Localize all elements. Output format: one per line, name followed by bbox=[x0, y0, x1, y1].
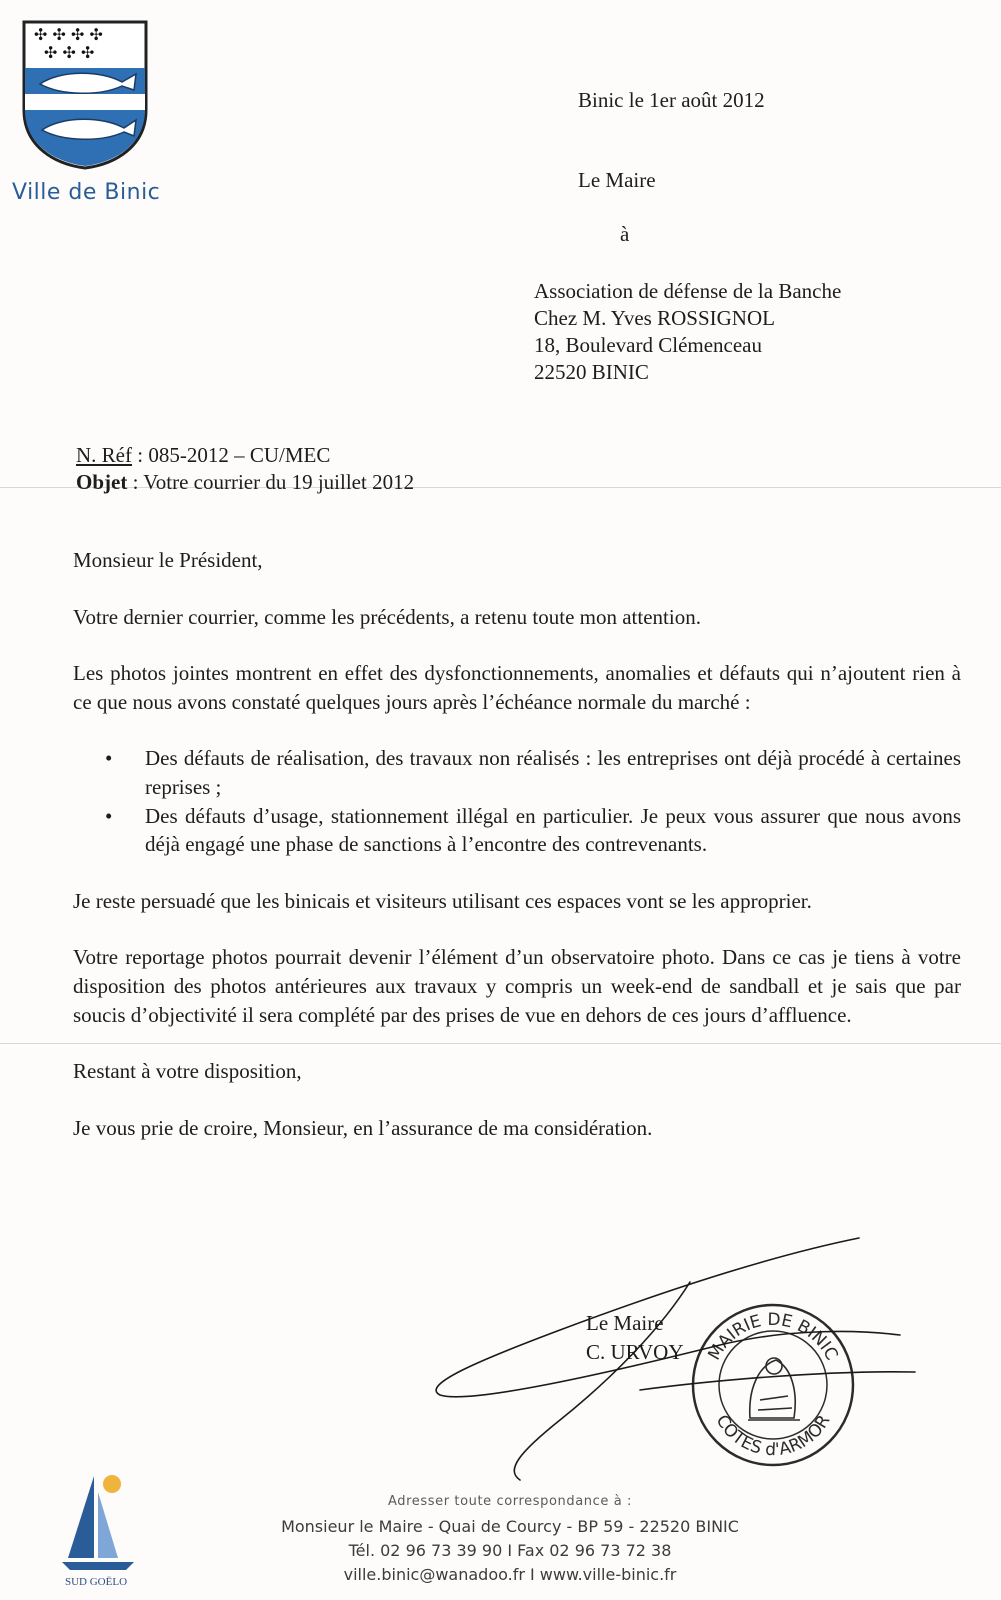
bullet-text: Des défauts de réalisation, des travaux non réalisés : les entreprises ont déjà procédé à certaines reprises ; bbox=[145, 746, 961, 799]
footer bbox=[200, 1494, 820, 1587]
recipient-line: 18, Boulevard Clémenceau bbox=[534, 333, 763, 357]
recipient-line: 22520 BINIC bbox=[534, 360, 649, 384]
stamp-bottom-text: COTES d'ARMOR bbox=[711, 1411, 835, 1461]
bullet-icon: • bbox=[105, 746, 113, 771]
object-value: : Votre courrier du 19 juillet 2012 bbox=[127, 470, 415, 494]
paragraph: Restant à votre disposition, bbox=[73, 1059, 302, 1084]
footer-phones: Tél. 02 96 73 39 90 I Fax 02 96 73 72 38 bbox=[348, 1541, 672, 1560]
paragraph: Les photos jointes montrent en effet des dysfonctionnements, anomalies et défauts qui n’ajoutent rien à ce que nous avons constaté quelques jours après l’échéance normale du marché : bbox=[73, 661, 961, 714]
svg-text:MAIRIE DE BINIC bbox=[704, 1310, 841, 1364]
stamp-top-text: MAIRIE DE BINIC bbox=[704, 1309, 842, 1364]
sud-goelo-label: SUD GOËLO bbox=[64, 1576, 128, 1588]
recipient-address bbox=[534, 278, 841, 386]
bullet-list bbox=[73, 744, 961, 858]
bullet-item bbox=[105, 744, 961, 801]
sud-goelo-logo bbox=[58, 1468, 138, 1574]
svg-text:✣ ✣ ✣: ✣ ✣ ✣ bbox=[44, 43, 95, 62]
city-name: Ville de Binic bbox=[12, 180, 161, 205]
recipient-line: Chez M. Yves ROSSIGNOL bbox=[534, 306, 775, 330]
footer-web: ville.binic@wanadoo.fr I www.ville-binic.fr bbox=[343, 1565, 677, 1584]
mairie-stamp bbox=[688, 1300, 858, 1470]
letter-body bbox=[73, 546, 961, 1170]
closing: Je vous prie de croire, Monsieur, en l’assurance de ma considération. bbox=[73, 1115, 653, 1140]
bullet-icon: • bbox=[105, 803, 113, 828]
paragraph: Je reste persuadé que les binicais et visiteurs utilisant ces espaces vont se les approprier. bbox=[73, 888, 812, 913]
ref-value: : 085-2012 – CU/MEC bbox=[132, 443, 331, 467]
ref-label: N. Réf bbox=[76, 443, 132, 467]
footer-address: Monsieur le Maire - Quai de Courcy - BP 59 - 22520 BINIC bbox=[281, 1517, 739, 1536]
salutation: Monsieur le Président, bbox=[73, 548, 263, 572]
signer-name: C. URVOY bbox=[586, 1340, 684, 1364]
footer-lead: Adresser toute correspondance à : bbox=[387, 1494, 633, 1509]
object-label: Objet bbox=[76, 470, 128, 494]
date-line: Binic le 1er août 2012 bbox=[578, 88, 765, 112]
recipient-line: Association de défense de la Banche bbox=[534, 279, 842, 303]
to-word: à bbox=[620, 222, 630, 246]
city-crest-logo bbox=[20, 18, 150, 170]
reference-block bbox=[76, 442, 414, 496]
paragraph: Votre reportage photos pourrait devenir l’élément d’un observatoire photo. Dans ce cas je tiens à votre disposition des photos antérieures aux travaux y compris un week-end de sandball et je sais que par soucis d’objectivité il sera complété par des prises de vue en dehors de ces jours d’affluence. bbox=[73, 945, 961, 1027]
bullet-item bbox=[105, 802, 961, 859]
signer-title: Le Maire bbox=[586, 1311, 664, 1335]
sender-title: Le Maire bbox=[578, 168, 656, 192]
paragraph: Votre dernier courrier, comme les précédents, a retenu toute mon attention. bbox=[73, 604, 701, 629]
bullet-text: Des défauts d’usage, stationnement illégal en particulier. Je peux vous assurer que nous avons déjà engagé une phase de sanctions à l’encontre des contrevenants. bbox=[145, 803, 961, 857]
svg-text:✣ ✣ ✣ ✣: ✣ ✣ ✣ ✣ bbox=[34, 25, 103, 44]
